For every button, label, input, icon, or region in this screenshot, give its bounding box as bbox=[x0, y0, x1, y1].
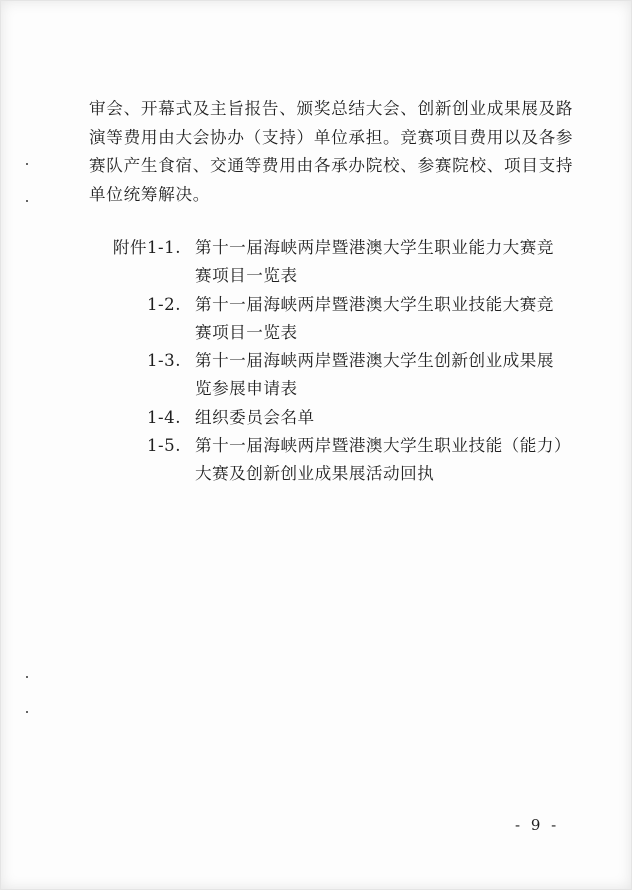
attachment-title bbox=[195, 291, 563, 348]
attachment-title-line: 赛项目一览表 bbox=[195, 322, 298, 342]
body-line: 演等费用由大会协办（支持）单位承担。竞赛项目费用以及各参 bbox=[89, 127, 574, 147]
scan-speck bbox=[26, 200, 28, 202]
attachment-label: 1-4. bbox=[147, 407, 181, 427]
attachment-title-line: 览参展申请表 bbox=[195, 379, 298, 399]
attachment-item bbox=[112, 234, 563, 291]
body-line: 单位统筹解决。 bbox=[89, 184, 211, 204]
attachment-title-line: 第十一届海峡两岸暨港澳大学生职业技能大赛竞 bbox=[195, 294, 554, 314]
attachment-title bbox=[195, 404, 563, 432]
body-paragraph bbox=[89, 95, 574, 209]
scan-speck bbox=[26, 711, 28, 713]
attachment-label: 1-5. bbox=[147, 436, 181, 456]
attachment-title-line: 第十一届海峡两岸暨港澳大学生创新创业成果展 bbox=[195, 351, 554, 371]
attachment-label: 1-3. bbox=[147, 351, 181, 371]
body-line: 审会、开幕式及主旨报告、颁奖总结大会、创新创业成果展及路 bbox=[89, 99, 574, 118]
attachment-title-line: 第十一届海峡两岸暨港澳大学生职业技能（能力） bbox=[195, 436, 572, 456]
attachment-title bbox=[195, 234, 563, 291]
attachment-list bbox=[112, 234, 572, 489]
attachment-title-line: 第十一届海峡两岸暨港澳大学生职业能力大赛竞 bbox=[195, 238, 554, 257]
attachment-title-line: 赛项目一览表 bbox=[195, 266, 298, 286]
body-line: 赛队产生食宿、交通等费用由各承办院校、参赛院校、项目支持 bbox=[89, 156, 574, 176]
attachment-label: 1-2. bbox=[147, 294, 181, 314]
scan-speck bbox=[26, 676, 28, 678]
attachment-item bbox=[123, 432, 572, 489]
attachment-label: 附件1-1. bbox=[112, 238, 181, 257]
attachment-item bbox=[123, 347, 563, 404]
scan-speck bbox=[26, 163, 28, 165]
attachment-title bbox=[195, 347, 563, 404]
attachment-item bbox=[123, 291, 563, 348]
attachment-title-line: 大赛及创新创业成果展活动回执 bbox=[195, 464, 435, 484]
page-number: - 9 - bbox=[515, 816, 560, 834]
attachment-title-line: 组织委员会名单 bbox=[195, 407, 315, 427]
attachment-title bbox=[195, 432, 572, 489]
attachment-item bbox=[123, 404, 563, 432]
